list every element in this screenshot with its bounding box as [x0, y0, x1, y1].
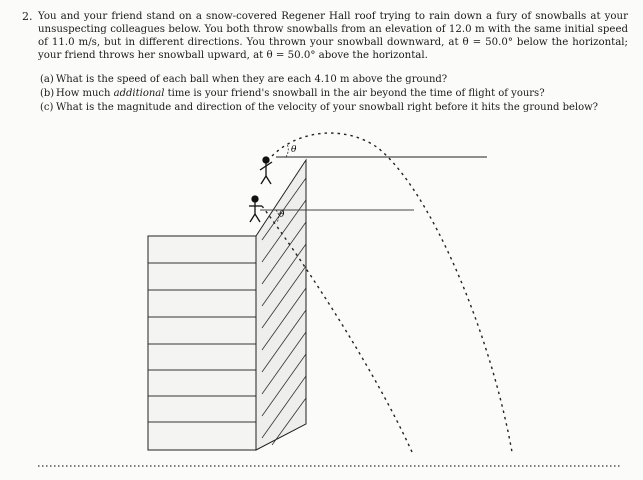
building-front — [148, 236, 256, 450]
part-c-text: What is the magnitude and direction of the velocity of your snowball right before it hits the ground below? — [56, 102, 599, 113]
building-side — [256, 160, 306, 450]
part-b-text-before: How much — [56, 88, 111, 99]
friend-stick-figure — [260, 157, 272, 184]
friend-trajectory — [272, 133, 512, 452]
theta-label-lower: θ — [279, 210, 285, 220]
part-a-text: What is the speed of each ball when they are each 4.10 m above the ground? — [56, 74, 448, 85]
upper-angle-arc — [286, 144, 288, 157]
you-stick-figure — [249, 196, 262, 222]
problem-number: 2. — [22, 10, 33, 23]
theta-label-upper: θ — [291, 145, 297, 155]
part-c-label: (c) — [40, 102, 54, 113]
part-b-label: (b) — [40, 88, 55, 99]
problem-statement: You and your friend stand on a snow-covered Regener Hall roof trying to rain down a fury of snowballs at your unsuspecting colleagues below. You both throw snowballs from an elevation of 12.0 m with the same initial speed of 11.0 m/s, but in different directions. You thrown your snowball downward, at θ = 50.0° below the horizontal; your friend throws her snowball upward, at θ = 50.0° above the horizontal. — [38, 11, 628, 61]
part-b-text-after: time is your friend's snowball in the air beyond the time of flight of yours? — [167, 88, 545, 99]
part-b-emphasis: additional — [113, 88, 165, 99]
part-a-label: (a) — [40, 74, 54, 85]
